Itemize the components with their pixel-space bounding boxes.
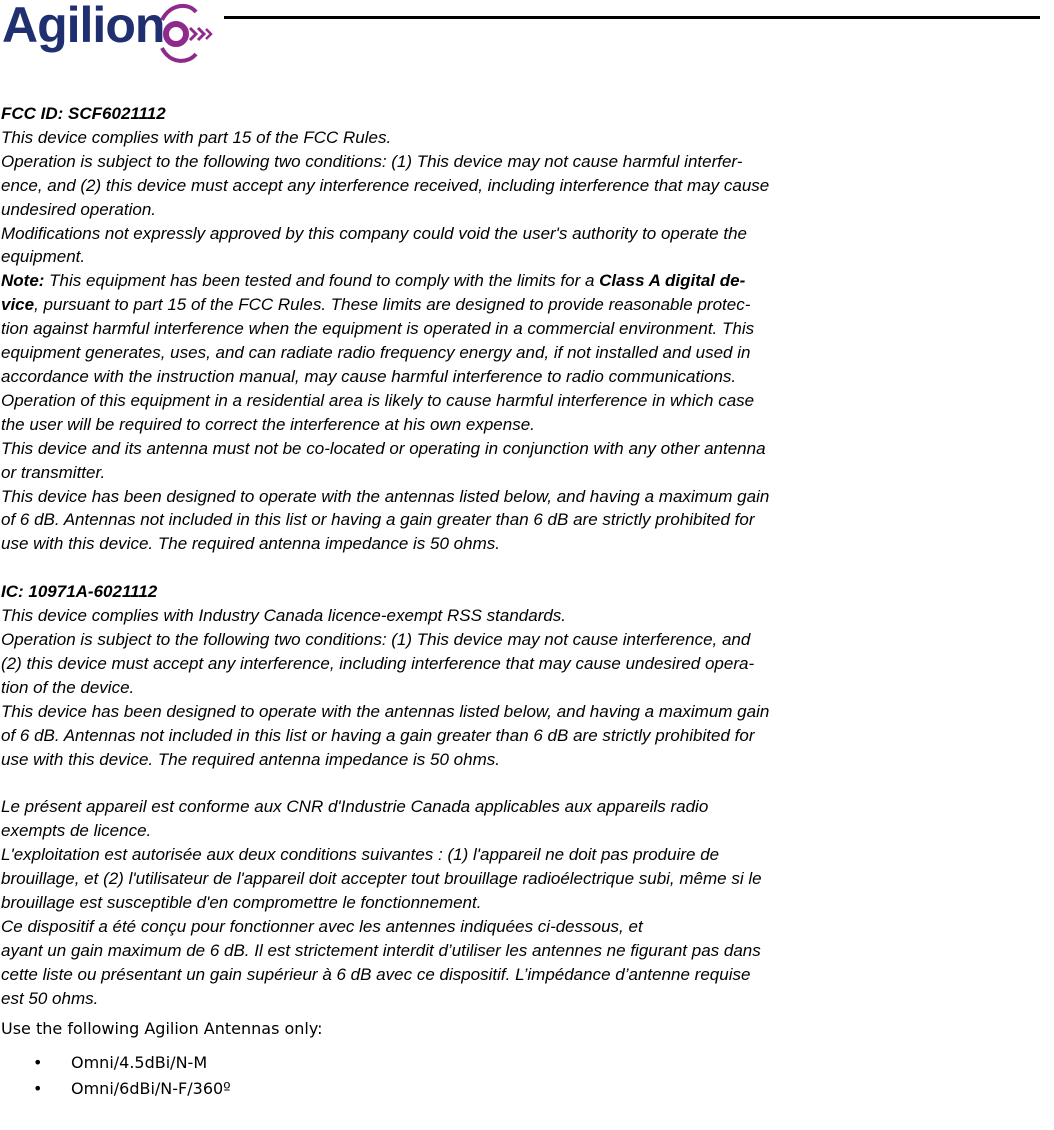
- antenna-list: [1, 1050, 701, 1102]
- text-line: brouillage est susceptible d'en compromettre le fonctionnement.: [1, 893, 482, 913]
- text-line: of 6 dB. Antennas not included in this list or having a gain greater than 6 dB are strictly prohibited for: [1, 510, 755, 530]
- text-line: of 6 dB. Antennas not included in this list or having a gain greater than 6 dB are strictly prohibited for: [1, 725, 755, 745]
- spacer: [1, 771, 961, 795]
- text-line: equipment generates, uses, and can radiate radio frequency energy and, if not installed and used in: [1, 343, 751, 363]
- text-line: This device has been designed to operate with the antennas listed below, and having a maximum gain: [1, 486, 770, 506]
- note-line-continued: [1, 293, 961, 317]
- text-line: exempts de licence.: [1, 821, 152, 841]
- signal-logo-icon: [156, 2, 216, 64]
- text-line: This device complies with part 15 of the FCC Rules.: [1, 127, 392, 147]
- text-line: ence, and (2) this device must accept any interference received, including interference that may cause: [1, 175, 770, 195]
- text-line: L'exploitation est autorisée aux deux conditions suivantes : (1) l'appareil ne doit pas produire de: [1, 845, 720, 865]
- text-line: Ce dispositif a été conçu pour fonctionner avec les antennes indiquées ci-dessous, et: [1, 917, 643, 936]
- header-divider: [224, 16, 1040, 19]
- list-item: [1, 1076, 701, 1102]
- text-line: the user will be required to correct the interference at his own expense.: [1, 414, 535, 434]
- class-a-term-end: vice: [1, 295, 35, 315]
- fcc-section: [1, 102, 961, 556]
- text-line: equipment.: [1, 247, 86, 267]
- antenna-list-intro: Use the following Agilion Antennas only:: [1, 1019, 323, 1038]
- list-item: [1, 1050, 701, 1076]
- text-line: use with this device. The required antenna impedance is 50 ohms.: [1, 534, 500, 554]
- antenna-list-section: [1, 1016, 701, 1102]
- antenna-name: Omni/6dBi/N-F/360º: [71, 1079, 231, 1098]
- text-line: tion against harmful interference when the equipment is operated in a commercial environment. This: [1, 319, 755, 339]
- text-line: est 50 ohms.: [1, 988, 99, 1008]
- text-line: Modifications not expressly approved by this company could void the user's authority to operate the: [1, 223, 747, 243]
- page-header: [0, 0, 1054, 70]
- note-text: , pursuant to part 15 of the FCC Rules. These limits are designed to provide reasonable protec-: [34, 295, 751, 315]
- text-line: brouillage, et (2) l'utilisateur de l'appareil doit accepter tout brouillage radioélectrique subi, même si le: [1, 869, 762, 889]
- text-line: cette liste ou présentant un gain supérieur à 6 dB avec ce dispositif. L’impédance d’antenne requise: [1, 964, 751, 984]
- bullet-icon: •: [33, 1053, 43, 1072]
- note-text: This equipment has been tested and found to comply with the limits for a: [44, 271, 600, 291]
- class-a-term: Class A digital de-: [599, 271, 746, 291]
- text-line: Operation of this equipment in a residential area is likely to cause harmful interference in which case: [1, 390, 755, 410]
- agilion-logo: Agilion: [2, 0, 165, 53]
- text-line: Operation is subject to the following two conditions: (1) This device may not cause interference, and: [1, 630, 751, 650]
- bullet-icon: •: [33, 1079, 43, 1098]
- text-line: accordance with the instruction manual, may cause harmful interference to radio communications.: [1, 366, 737, 386]
- note-line: [1, 269, 961, 293]
- spacer: [1, 556, 961, 580]
- compliance-document: [1, 102, 961, 1011]
- text-line: tion of the device.: [1, 677, 135, 697]
- text-line: This device has been designed to operate with the antennas listed below, and having a maximum gain: [1, 701, 770, 721]
- text-line: This device and its antenna must not be co-located or operating in conjunction with any other antenna: [1, 438, 766, 458]
- text-line: ayant un gain maximum de 6 dB. Il est strictement interdit d’utiliser les antennes ne figurant pas dans: [1, 940, 761, 960]
- text-line: or transmitter.: [1, 462, 106, 482]
- text-line: Le présent appareil est conforme aux CNR d'Industrie Canada applicables aux appareils radio: [1, 797, 709, 817]
- note-label: Note:: [1, 271, 45, 291]
- ic-id-heading: IC: 10971A-6021112: [1, 582, 158, 602]
- text-line: This device complies with Industry Canada licence-exempt RSS standards.: [1, 606, 567, 626]
- text-line: (2) this device must accept any interference, including interference that may cause undesired opera-: [1, 653, 755, 673]
- fcc-id-heading: FCC ID: SCF6021112: [1, 104, 166, 123]
- text-line: use with this device. The required antenna impedance is 50 ohms.: [1, 749, 500, 769]
- ic-section: [1, 580, 961, 771]
- french-section: [1, 795, 961, 1010]
- text-line: Operation is subject to the following two conditions: (1) This device may not cause harmful interfer-: [1, 151, 743, 171]
- text-line: undesired operation.: [1, 199, 157, 219]
- antenna-name: Omni/4.5dBi/N-M: [71, 1053, 208, 1072]
